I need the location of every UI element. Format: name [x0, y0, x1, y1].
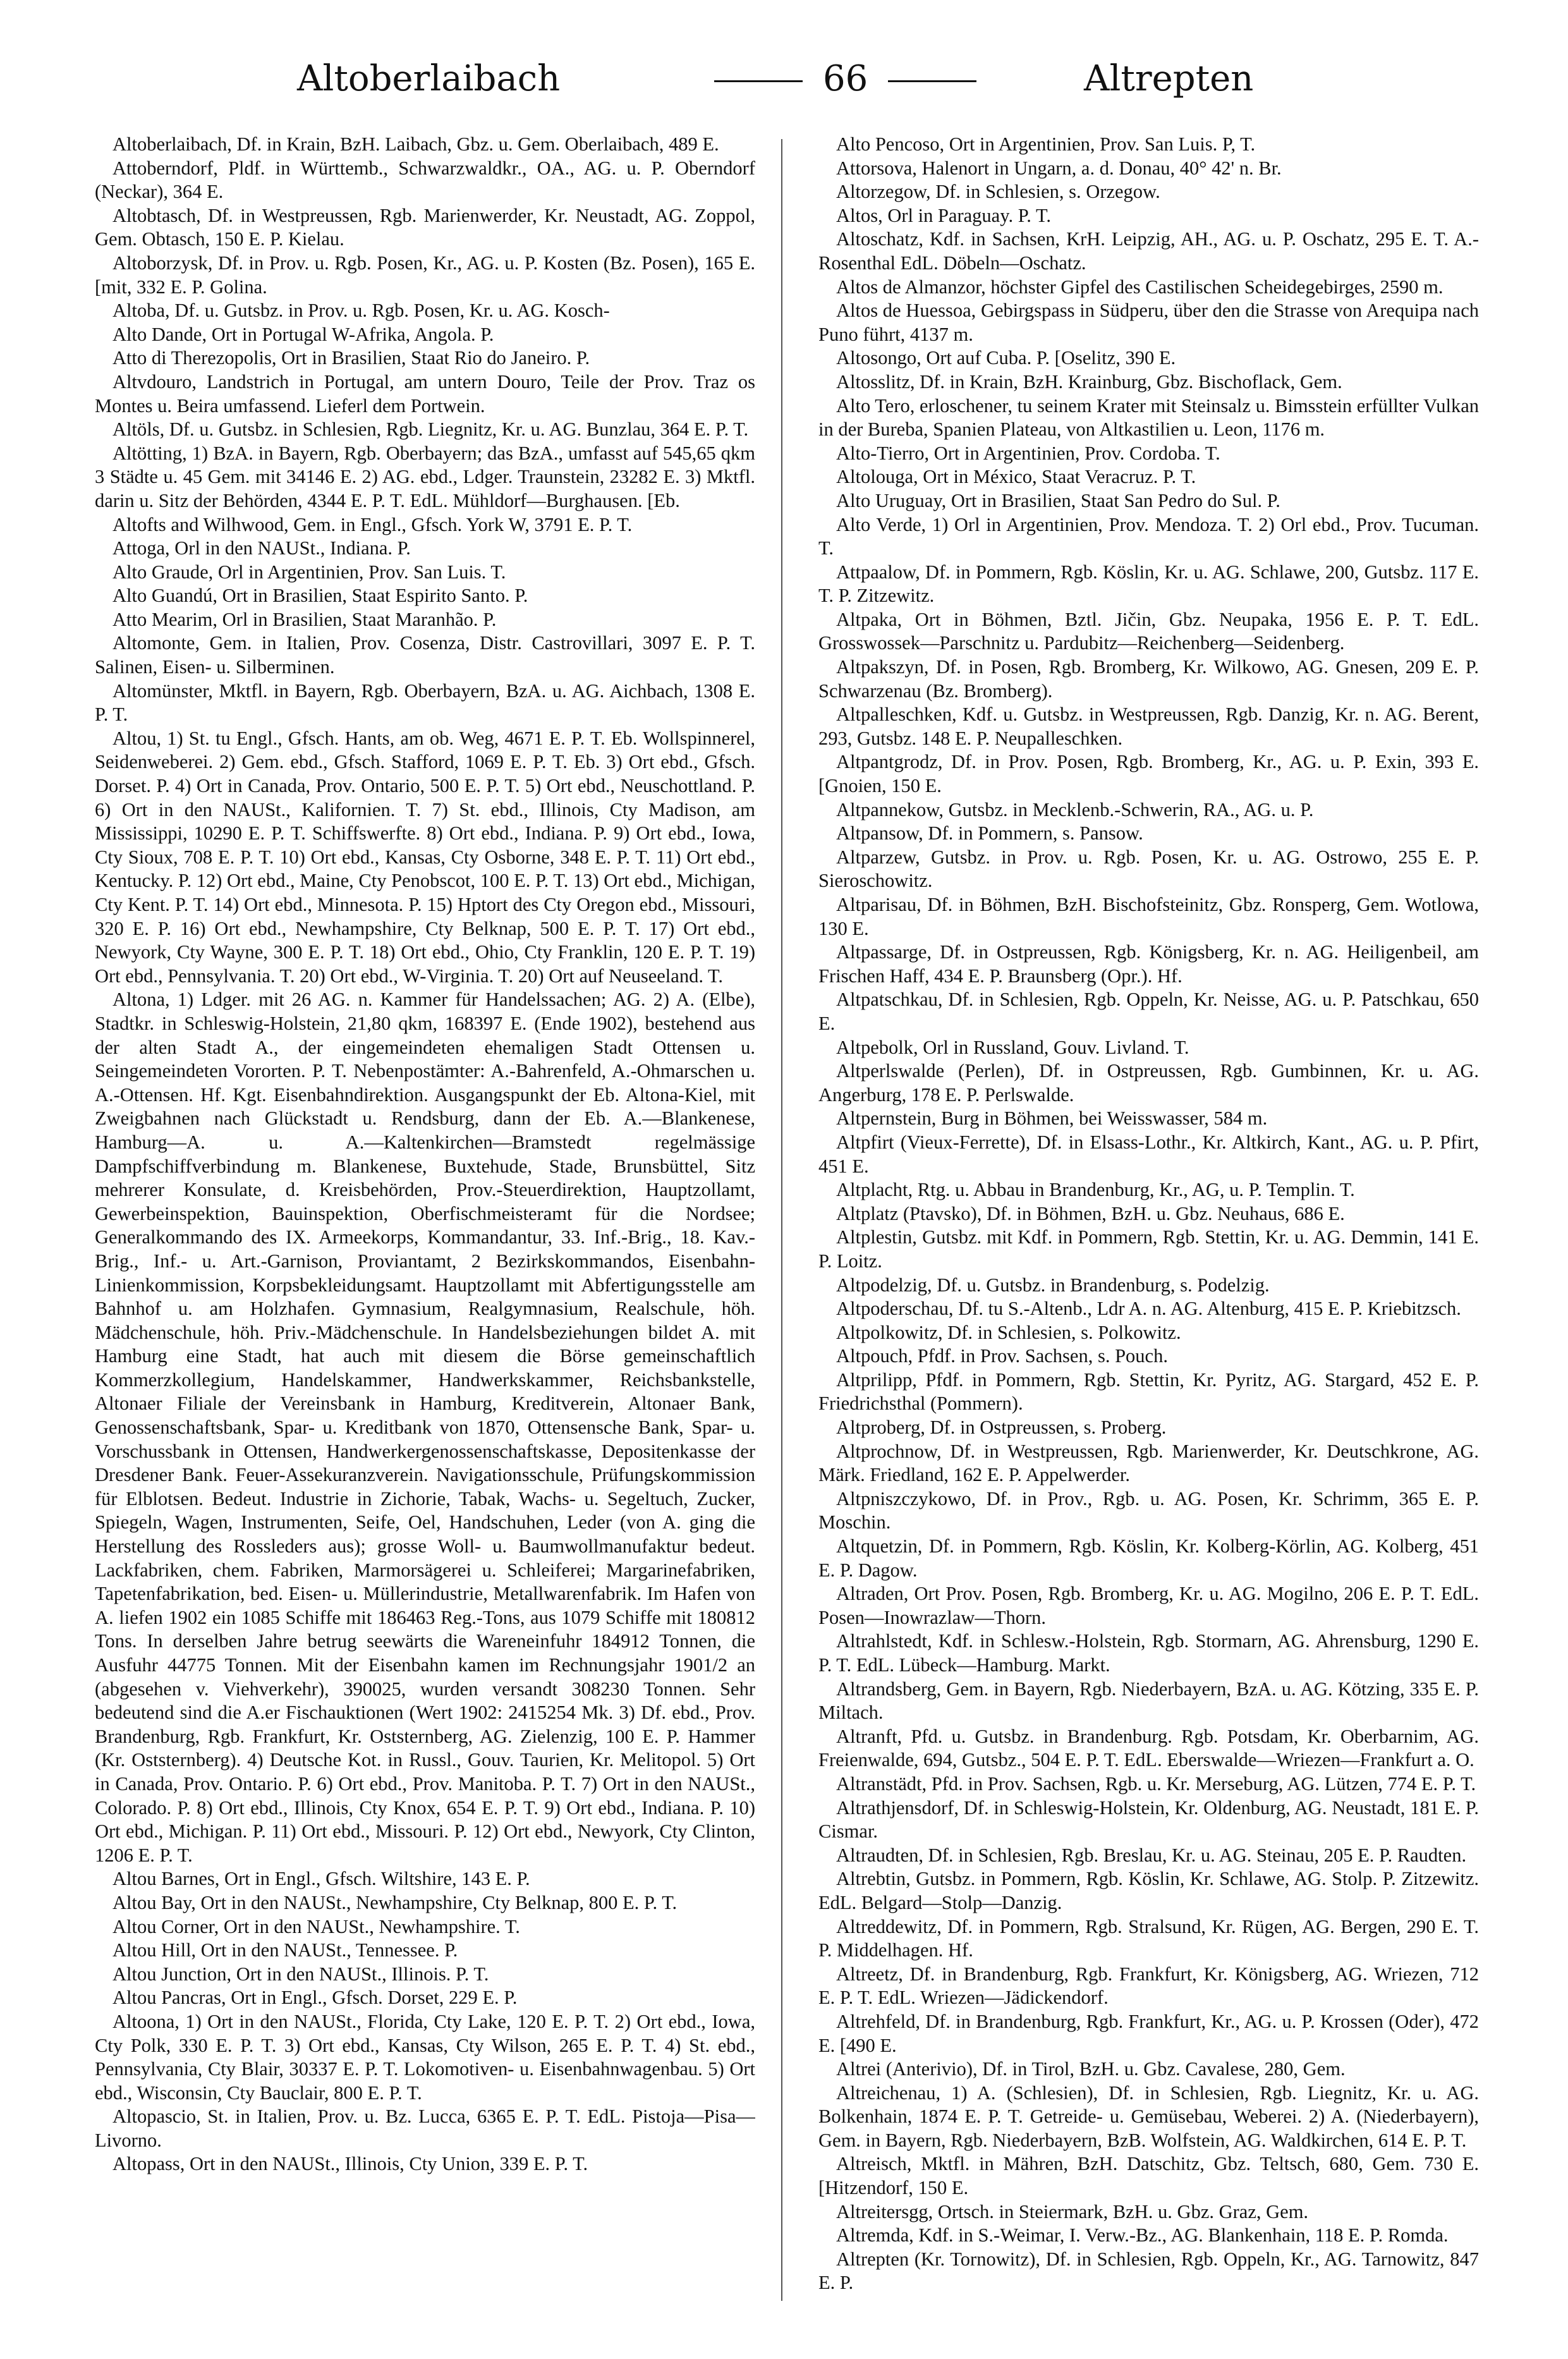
dictionary-entry: Altpassarge, Df. in Ostpreussen, Rgb. Königsberg, Kr. n. AG. Heiligenbeil, am Frischen Haff, 434 E. P. Braunsberg (Opr.). Hf. [818, 941, 1479, 987]
dictionary-entry: Altproberg, Df. in Ostpreussen, s. Proberg. [836, 1417, 1167, 1439]
dictionary-entry: Altomünster, Mktfl. in Bayern, Rgb. Oberbayern, BzA. u. AG. Aichbach, 1308 E. P. T. [95, 680, 755, 726]
dictionary-entry: Altötting, 1) BzA. in Bayern, Rgb. Oberbayern; das BzA., umfasst auf 545,65 qkm 3 Städte u. 45 Gem. mit 34146 E. 2) AG. ebd., Ldger. Traunstein, 23282 E. 3) Mktfl. darin u. Sitz der Behörden, 4344 E. P. T. EdL. Mühldorf—Burghausen. [Eb. [95, 442, 755, 511]
dictionary-entry: Altona, 1) Ldger. mit 26 AG. n. Kammer für Handelssachen; AG. 2) A. (Elbe), Stadtkr. in Schleswig-Holstein, 21,80 qkm, 168397 E. (Ende 1902), bestehend aus der alten Stadt A., der eingemeindeten ehemaligen Stadt Ottensen u. Seingemeindeten Vororten. P. T. Nebenpostämter: A.-Bahrenfeld, A.-Ohmarschen u. A.-Ottensen. Hf. Kgt. Eisenbahndirektion. Ausgangspunkt der Eb. Altona-Kiel, mit Zweigbahnen nach Glückstadt u. Rendsburg, dann der Eb. A.—Blankenese, Hamburg—A. u. A.—Kaltenkirchen—Bramstedt regelmässige Dampfschiffverbindung m. Blankenese, Buxtehude, Stade, Brunsbüttel, Sitz mehrerer Konsulate, d. Kreisbehörden, Prov.-Steuerdirektion, Hauptzollamt, Gewerbeinspektion, Bauinspektion, Oberfischmeisteramt für die Nordsee; Generalkommando des IX. Armeekorps, Kommandantur, 33. Inf.-Brig., 18. Kav.-Brig., Inf.- u. Art.-Garnison, Proviantamt, 2 Bezirkskommandos, Eisenbahn-Linienkommission, Korpsbekleidungsamt. Hauptzollamt mit Abfertigungsstelle am Bahnhof u. am Holzhafen. Gymnasium, Realgymnasium, Realschule, höh. Mädchenschule, höh. Priv.-Mädchenschule. In Handelsbeziehungen bildet A. mit Hamburg eine Stadt, hat auch mit diesem die Börse gemeinschaftlich Kommerzkollegium, Handelskammer, Handwerkskammer, Reichsbankstelle, Altonaer Filiale der Vereinsbank in Hamburg, Kreditverein, Altonaer Bank, Genossenschaftsbank, Spar- u. Kreditbank von 1870, Ottensensche Bank, Spar- u. Vorschussbank in Ottensen, Handwerkergenossenschaftskasse, Depositenkasse der Dresdener Bank. Feuer-Assekuranzverein. Navigationsschule, Prüfungskommission für Elblotsen. Bedeut. Industrie in Zichorie, Tabak, Wachs- u. Segeltuch, Zucker, Spiegeln, Wagen, Instrumenten, Seife, Oel, Handschuhen, Leder (von A. ging die Herstellung des Rossleders aus); grosse Woll- u. Baumwollmanufaktur bedeut. Lackfabriken, chem. Fabriken, Marmorsägerei u. Schleiferei; Margarinefabriken, Tapetenfabrikation, bed. Eisen- u. Müllerindustrie, Metallwarenfabrik. Im Hafen von A. liefen 1902 ein 1085 Schiffe mit 186463 Reg.-Tons, aus 1079 Schiffe mit 180812 Tons. In derselben Jahre betrug seewärts die Wareneinfuhr 184912 Tonnen, die Ausfuhr 44775 Tonnen. Mit der Eisenbahn kamen im Rechnungsjahr 1901/2 an (abgesehen v. Viehverkehr), 390025, wurden versandt 308230 Tonnen. Sehr bedeutend sind die A.er Fischauktionen (Wert 1902: 2415254 Mk. 3) Df. ebd., Prov. Brandenburg, Rgb. Frankfurt, Kr. Oststernberg, AG. Zielenzig, 100 E. P. Hammer (Kr. Oststernberg). 4) Deutsche Kot. in Russl., Gouv. Taurien, Kr. Melitopol. 5) Ort in Canada, Prov. Ontario. P. 6) Ort ebd., Prov. Manitoba. P. T. 7) Ort in den NAUSt., Colorado. P. 8) Ort ebd., Illinois, Cty Knox, 654 E. P. T. 9) Ort ebd., Indiana. P. 10) Ort ebd., Michigan. P. 11) Ort ebd., Missouri. P. 12) Ort ebd., Newyork, Cty Clinton, 1206 E. P. T. [95, 989, 755, 1866]
dictionary-entry: Altparisau, Df. in Böhmen, BzH. Bischofsteinitz, Gbz. Ronsperg, Gem. Wotlowa, 130 E. [818, 894, 1479, 939]
dictionary-entry: Altou Barnes, Ort in Engl., Gfsch. Wiltshire, 143 E. P. [112, 1868, 530, 1890]
dictionary-entry: Altranstädt, Pfd. in Prov. Sachsen, Rgb. u. Kr. Merseburg, AG. Lützen, 774 E. P. T. [836, 1772, 1476, 1795]
left-guide-word: Altoberlaibach [297, 58, 561, 99]
dictionary-entry: Altparzew, Gutsbz. in Prov. u. Rgb. Posen, Kr. u. AG. Ostrowo, 255 E. P. Sieroschowitz. [818, 846, 1479, 892]
right-guide-word: Altrepten [1084, 58, 1254, 99]
dictionary-entry: Altoona, 1) Ort in den NAUSt., Florida, Cty Lake, 120 E. P. T. 2) Ort ebd., Iowa, Cty Polk, 330 E. P. T. 3) Ort ebd., Kansas, Cty Wilson, 265 E. P. T. 4) St. ebd., Pennsylvania, Cty Blair, 30337 E. P. T. Lokomotiven- u. Eisenbahnwagenbau. 5) Ort ebd., Wisconsin, Cty Bauclair, 800 E. P. T. [95, 2010, 755, 2104]
dictionary-entry: Altreisch, Mktfl. in Mähren, BzH. Datschitz, Gbz. Teltsch, 680, Gem. 730 E. [Hitzendorf, 150 E. [818, 2153, 1479, 2199]
dictionary-entry: Atto Mearim, Orl in Brasilien, Staat Maranhão. P. [112, 608, 497, 630]
dictionary-entry: Attoga, Orl in den NAUSt., Indiana. P. [112, 537, 411, 559]
dictionary-entry: Altpantgrodz, Df. in Prov. Posen, Rgb. Bromberg, Kr., AG. u. P. Exin, 393 E. [Gnoien, 150 E. [818, 751, 1479, 797]
dictionary-entry: Altpoderschau, Df. tu S.-Altenb., Ldr A. n. AG. Altenburg, 415 E. P. Kriebitzsch. [836, 1298, 1461, 1320]
dictionary-entry: Attorsova, Halenort in Ungarn, a. d. Donau, 40° 42' n. Br. [836, 157, 1282, 179]
dictionary-entry: Altou Pancras, Ort in Engl., Gfsch. Dorset, 229 E. P. [112, 1987, 518, 2009]
dictionary-entry: Alto Graude, Orl in Argentinien, Prov. San Luis. T. [112, 561, 506, 583]
dictionary-entry: Altofts and Wilhwood, Gem. in Engl., Gfsch. York W, 3791 E. P. T. [112, 513, 633, 535]
dictionary-entry: Altos de Huessoa, Gebirgspass in Südperu, über den die Strasse von Arequipa nach Puno führt, 4137 m. [818, 300, 1479, 345]
dictionary-entry: Altpatschkau, Df. in Schlesien, Rgb. Oppeln, Kr. Neisse, AG. u. P. Patschkau, 650 E. [818, 989, 1479, 1034]
dictionary-entry: Altprochnow, Df. in Westpreussen, Rgb. Marienwerder, Kr. Deutschkrone, AG. Märk. Friedland, 162 E. P. Appelwerder. [818, 1440, 1479, 1486]
dictionary-entry: Altpernstein, Burg in Böhmen, bei Weisswasser, 584 m. [836, 1107, 1268, 1130]
dictionary-entry: Altranft, Pfd. u. Gutsbz. in Brandenburg. Rgb. Potsdam, Kr. Oberbarnim, AG. Freienwalde, 694, Gutsbz., 504 E. P. T. EdL. Eberswalde—Wriezen—Frankfurt a. O. [818, 1725, 1479, 1771]
dictionary-entry: Altprilipp, Pfdf. in Pommern, Rgb. Stettin, Kr. Pyritz, AG. Stargard, 452 E. P. Friedrichsthal (Pommern). [818, 1368, 1479, 1415]
dictionary-entry: Alto Dande, Ort in Portugal W-Afrika, Angola. P. [112, 323, 494, 345]
dictionary-entry: Altreddewitz, Df. in Pommern, Rgb. Stralsund, Kr. Rügen, AG. Bergen, 290 E. T. P. Middelhagen. Hf. [818, 1915, 1479, 1961]
right-column [818, 133, 1479, 2320]
dictionary-entry: Altpansow, Df. in Pommern, s. Pansow. [836, 822, 1143, 844]
dictionary-entry: Altrebtin, Gutsbz. in Pommern, Rgb. Köslin, Kr. Schlawe, AG. Stolp. P. Zitzewitz. EdL. Belgard—Stolp—Danzig. [818, 1868, 1479, 1913]
page-number: 66 [694, 58, 997, 99]
dictionary-entry: Altopascio, St. in Italien, Prov. u. Bz. Lucca, 6365 E. P. T. EdL. Pistoja—Pisa—Livorno. [95, 2106, 755, 2151]
dictionary-entry: Altos de Almanzor, höchster Gipfel des Castilischen Scheidegebirges, 2590 m. [836, 276, 1443, 298]
dictionary-entry: Altou Bay, Ort in den NAUSt., Newhampshire, Cty Belknap, 800 E. P. T. [112, 1891, 678, 1913]
dictionary-entry: Altos, Orl in Paraguay. P. T. [836, 204, 1051, 226]
left-column [95, 133, 755, 2320]
dictionary-entry: Altoschatz, Kdf. in Sachsen, KrH. Leipzig, AH., AG. u. P. Oschatz, 295 E. T. A.-Rosenthal EdL. Döbeln—Oschatz. [818, 228, 1479, 274]
dictionary-entry: Altolouga, Ort in México, Staat Veracruz. P. T. [836, 466, 1196, 488]
dictionary-entry: Alto Guandú, Ort in Brasilien, Staat Espirito Santo. P. [112, 585, 528, 607]
dictionary-entry: Altosslitz, Df. in Krain, BzH. Krainburg, Gbz. Bischoflack, Gem. [836, 370, 1342, 393]
dictionary-entry: Altrepten (Kr. Tornowitz), Df. in Schlesien, Rgb. Oppeln, Kr., AG. Tarnowitz, 847 E. P. [818, 2248, 1479, 2294]
dictionary-entry: Altoborzysk, Df. in Prov. u. Rgb. Posen, Kr., AG. u. P. Kosten (Bz. Posen), 165 E. [mit, 332 E. P. Golina. [95, 252, 755, 298]
dictionary-entry: Altpakszyn, Df. in Posen, Rgb. Bromberg, Kr. Wilkowo, AG. Gnesen, 209 E. P. Schwarzenau (Bz. Bromberg). [818, 656, 1479, 702]
dictionary-entry: Altpouch, Pfdf. in Prov. Sachsen, s. Pouch. [836, 1345, 1168, 1367]
dictionary-entry: Altrathjensdorf, Df. in Schleswig-Holstein, Kr. Oldenburg, AG. Neustadt, 181 E. P. Cismar. [818, 1796, 1479, 1843]
dictionary-entry: Alto Tero, erloschener, tu seinem Krater mit Steinsalz u. Bimsstein erfüllter Vulkan in der Bureba, Spanien Plateau, von Altkastilien u. Leon, 1176 m. [818, 394, 1479, 441]
dictionary-entry: Altrehfeld, Df. in Brandenburg, Rgb. Frankfurt, Kr., AG. u. P. Krossen (Oder), 472 E. [490 E. [818, 2010, 1479, 2056]
dictionary-entry: Altou Hill, Ort in den NAUSt., Tennessee. P. [112, 1939, 458, 1961]
dictionary-entry: Altöls, Df. u. Gutsbz. in Schlesien, Rgb. Liegnitz, Kr. u. AG. Bunzlau, 364 E. P. T. [112, 418, 749, 441]
dictionary-entry: Altopass, Ort in den NAUSt., Illinois, Cty Union, 339 E. P. T. [112, 2153, 588, 2175]
dictionary-entry: Altrandsberg, Gem. in Bayern, Rgb. Niederbayern, BzA. u. AG. Kötzing, 335 E. P. Miltach. [818, 1678, 1479, 1724]
dictionary-entry: Alto Verde, 1) Orl in Argentinien, Prov. Mendoza. T. 2) Orl ebd., Prov. Tucuman. T. [818, 513, 1479, 559]
dictionary-entry: Altomonte, Gem. in Italien, Prov. Cosenza, Distr. Castrovillari, 3097 E. P. T. Salinen, Eisen- u. Silberminen. [95, 632, 755, 678]
dictionary-entry: Altpaka, Ort in Böhmen, Bztl. Jičin, Gbz. Neupaka, 1956 E. P. T. EdL. Grosswossek—Parschnitz u. Pardubitz—Reichenberg—Seidenberg. [818, 608, 1479, 654]
dictionary-entry: Altplestin, Gutsbz. mit Kdf. in Pommern, Rgb. Stettin, Kr. u. AG. Demmin, 141 E. P. Loitz. [818, 1226, 1479, 1272]
dictionary-entry: Altorzegow, Df. in Schlesien, s. Orzegow. [836, 181, 1160, 203]
dictionary-entry: Altobtasch, Df. in Westpreussen, Rgb. Marienwerder, Kr. Neustadt, AG. Zoppol, Gem. Obtasch, 150 E. P. Kielau. [95, 204, 755, 250]
dictionary-entry: Alto Pencoso, Ort in Argentinien, Prov. San Luis. P, T. [836, 133, 1256, 155]
dictionary-entry: Altraudten, Df. in Schlesien, Rgb. Breslau, Kr. u. AG. Steinau, 205 E. P. Raudten. [836, 1844, 1467, 1866]
dictionary-entry: Altpniszczykowo, Df. in Prov., Rgb. u. AG. Posen, Kr. Schrimm, 365 E. P. Moschin. [818, 1487, 1479, 1533]
dictionary-entry: Altou Corner, Ort in den NAUSt., Newhampshire. T. [112, 1915, 520, 1937]
dictionary-entry: Altpannekow, Gutsbz. in Mecklenb.-Schwerin, RA., AG. u. P. [836, 798, 1314, 820]
dictionary-entry: Altreichenau, 1) A. (Schlesien), Df. in Schlesien, Rgb. Liegnitz, Kr. u. AG. Bolkenhain, 1874 E. P. T. Getreide- u. Gemüsebau, Weberei. 2) A. (Niederbayern), Gem. in Bayern, Rgb. Niederbayern, BzB. Wolfstein, AG. Waldkirchen, 614 E. P. T. [818, 2082, 1479, 2151]
dictionary-entry: Altpebolk, Orl in Russland, Gouv. Livland. T. [836, 1036, 1189, 1058]
dictionary-entry: Altoba, Df. u. Gutsbz. in Prov. u. Rgb. Posen, Kr. u. AG. Kosch- [112, 300, 610, 322]
dictionary-entry: Attpaalow, Df. in Pommern, Rgb. Köslin, Kr. u. AG. Schlawe, 200, Gutsbz. 117 E. T. P. Zitzewitz. [818, 561, 1479, 607]
page-header [0, 58, 1568, 115]
dictionary-entry: Altreitersgg, Ortsch. in Steiermark, BzH. u. Gbz. Graz, Gem. [836, 2200, 1309, 2222]
dictionary-entry: Altosongo, Ort auf Cuba. P. [Oselitz, 390 E. [836, 347, 1176, 369]
dictionary-entry: Altpalleschken, Kdf. u. Gutsbz. in Westpreussen, Rgb. Danzig, Kr. n. AG. Berent, 293, Gutsbz. 148 E. P. Neupalleschken. [818, 704, 1479, 749]
dictionary-entry: Altvdouro, Landstrich in Portugal, am untern Douro, Teile der Prov. Traz os Montes u. Beira umfassend. Lieferl dem Portwein. [95, 370, 755, 417]
dictionary-entry: Altplatz (Ptavsko), Df. in Böhmen, BzH. u. Gbz. Neuhaus, 686 E. [836, 1202, 1345, 1224]
dictionary-entry: Attoberndorf, Pldf. in Württemb., Schwarzwaldkr., OA., AG. u. P. Oberndorf (Neckar), 364 E. [95, 157, 755, 203]
dictionary-entry: Altou, 1) St. tu Engl., Gfsch. Hants, am ob. Weg, 4671 E. P. T. Eb. Wollspinnerel, Seidenweberei. 2) Gem. ebd., Gfsch. Stafford, 1069 E. P. T. Eb. 3) Ort ebd., Gfsch. Dorset. P. 4) Ort in Canada, Prov. Ontario, 500 E. P. T. 5) Ort ebd., Neuschottland. P. 6) Ort in den NAUSt., Kalifornien. T. 7) St. ebd., Illinois, Cty Madison, am Mississippi, 10290 E. P. T. Schiffswerfte. 8) Ort ebd., Indiana. P. 9) Ort ebd., Iowa, Cty Sioux, 708 E. P. T. 10) Ort ebd., Kansas, Cty Osborne, 348 E. P. T. 11) Ort ebd., Kentucky. P. 12) Ort ebd., Maine, Cty Penobscot, 100 E. P. T. 13) Ort ebd., Michigan, Cty Kent. P. T. 14) Ort ebd., Minnesota. P. 15) Hptort des Cty Oregon ebd., Missouri, 320 E. P. 16) Ort ebd., Newhampshire, Cty Belknap, 500 E. P. T. 17) Ort ebd., Newyork, Cty Wayne, 300 E. P. T. 18) Ort ebd., Ohio, Cty Franklin, 120 E. P. T. 19) Ort ebd., Pennsylvania. T. 20) Ort ebd., W-Virginia. T. 20) Ort auf Neuseeland. T. [95, 727, 755, 987]
dictionary-entry: Atto di Therezopolis, Ort in Brasilien, Staat Rio do Janeiro. P. [112, 347, 590, 369]
dictionary-entry: Altplacht, Rtg. u. Abbau in Brandenburg, Kr., AG, u. P. Templin. T. [836, 1179, 1355, 1201]
dictionary-entry: Altrahlstedt, Kdf. in Schlesw.-Holstein, Rgb. Stormarn, AG. Ahrensburg, 1290 E. P. T. EdL. Lübeck—Hamburg. Markt. [818, 1630, 1479, 1676]
dictionary-entry: Altpolkowitz, Df. in Schlesien, s. Polkowitz. [836, 1321, 1181, 1343]
dictionary-entry: Altreetz, Df. in Brandenburg, Rgb. Frankfurt, Kr. Königsberg, AG. Wriezen, 712 E. P. T. EdL. Wriezen—Jädickendorf. [818, 1963, 1479, 2009]
column-divider [781, 139, 782, 2301]
dictionary-entry: Altquetzin, Df. in Pommern, Rgb. Köslin, Kr. Kolberg-Körlin, AG. Kolberg, 451 E. P. Dagow. [818, 1535, 1479, 1581]
dictionary-entry: Altpodelzig, Df. u. Gutsbz. in Brandenburg, s. Podelzig. [836, 1274, 1270, 1296]
dictionary-entry: Altou Junction, Ort in den NAUSt., Illinois. P. T. [112, 1963, 489, 1985]
dictionary-entry: Alto-Tierro, Ort in Argentinien, Prov. Cordoba. T. [836, 442, 1220, 464]
dictionary-entry: Alto Uruguay, Ort in Brasilien, Staat San Pedro do Sul. P. [836, 489, 1280, 511]
dictionary-entry: Altremda, Kdf. in S.-Weimar, I. Verw.-Bz., AG. Blankenhain, 118 E. P. Romda. [836, 2224, 1449, 2246]
dictionary-entry: Altrei (Anterivio), Df. in Tirol, BzH. u. Gbz. Cavalese, 280, Gem. [836, 2058, 1346, 2080]
dictionary-entry: Altperlswalde (Perlen), Df. in Ostpreussen, Rgb. Gumbinnen, Kr. u. AG. Angerburg, 178 E. P. Perlswalde. [818, 1060, 1479, 1106]
dictionary-entry: Altpfirt (Vieux-Ferrette), Df. in Elsass-Lothr., Kr. Altkirch, Kant., AG. u. P. Pfirt, 451 E. [818, 1131, 1479, 1177]
dictionary-entry: Altraden, Ort Prov. Posen, Rgb. Bromberg, Kr. u. AG. Mogilno, 206 E. P. T. EdL. Posen—Inowrazlaw—Thorn. [818, 1583, 1479, 1628]
dictionary-entry: Altoberlaibach, Df. in Krain, BzH. Laibach, Gbz. u. Gem. Oberlaibach, 489 E. [112, 133, 719, 155]
